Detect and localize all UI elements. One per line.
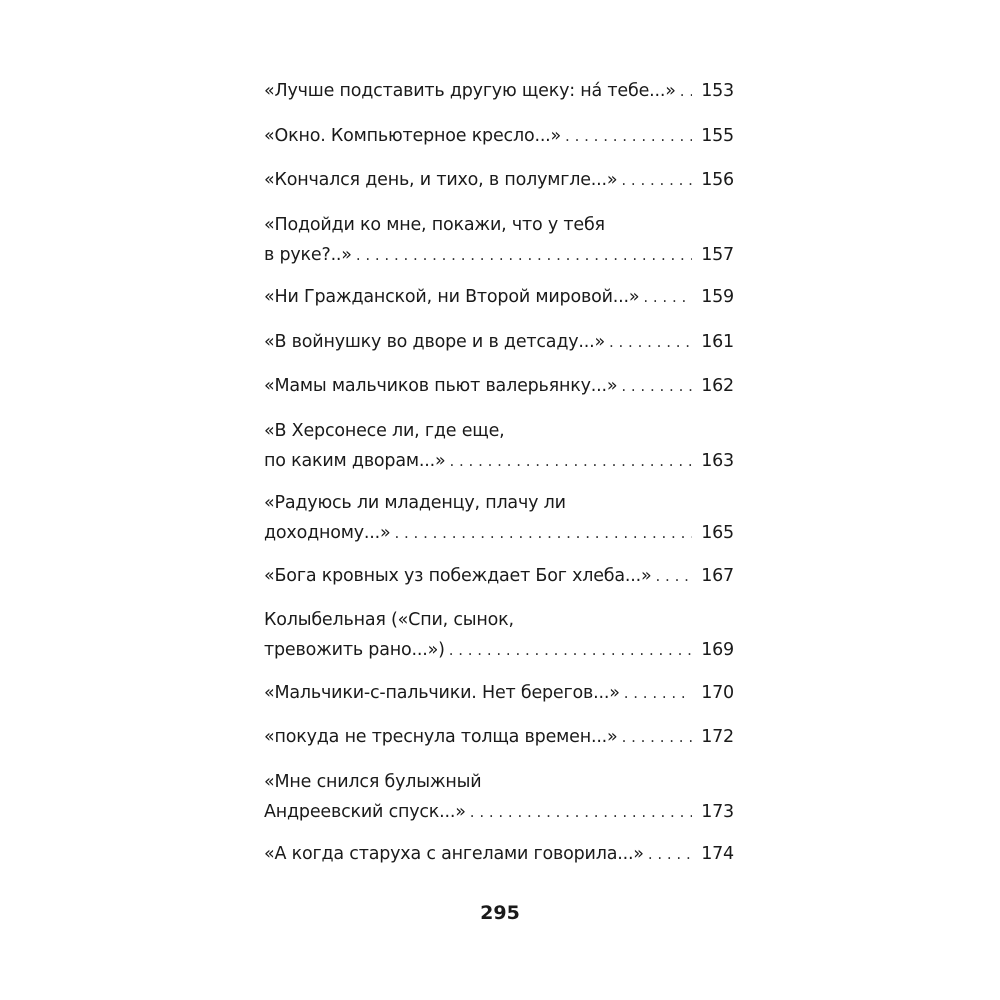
leader-dots	[621, 371, 692, 401]
toc-entry-page: 173	[701, 801, 734, 822]
leader-dots	[622, 722, 692, 752]
leader-dots	[356, 240, 692, 270]
toc-entry-title: «покуда не треснула толща времен...»	[264, 727, 618, 747]
toc-entry	[264, 282, 734, 312]
toc-entry-page: 174	[701, 844, 734, 864]
toc-entry	[264, 767, 734, 827]
toc-entry-page: 153	[701, 81, 734, 101]
toc-entry-title-line1: «Мне снился булыжный	[264, 771, 482, 792]
toc-entry-page: 172	[701, 727, 734, 747]
page-number: 295	[480, 902, 520, 924]
leader-dots	[609, 327, 692, 357]
toc-entry-title-line2: Андреевский спуск...»	[264, 801, 466, 822]
toc-entry-title-line2: в руке?..»	[264, 244, 352, 265]
toc-entry-title: «Окно. Компьютерное кресло...»	[264, 125, 562, 146]
leader-dots	[470, 797, 692, 827]
toc-entry-page: 155	[701, 125, 734, 146]
leader-dots	[449, 635, 692, 665]
leader-dots	[449, 446, 692, 476]
toc-entry-title: «Кончался день, и тихо, в полумгле...»	[264, 170, 618, 190]
toc-entry-page: 163	[701, 450, 734, 471]
toc-entry-title: «Ни Гражданской, ни Второй мировой...»	[264, 287, 640, 307]
toc-entry	[264, 371, 734, 401]
toc-entry	[264, 165, 734, 195]
toc-entry-title: «Мальчики-с-пальчики. Нет берегов...»	[264, 682, 620, 703]
toc-entry-title-line2: доходному...»	[264, 523, 391, 543]
toc-entry-page: 159	[701, 287, 734, 307]
toc-entry-page: 165	[701, 523, 734, 543]
toc-entry-page: 156	[701, 170, 734, 190]
leader-dots	[624, 678, 692, 708]
toc-entry	[264, 722, 734, 752]
toc-entry	[264, 327, 734, 357]
leader-dots	[394, 518, 692, 548]
toc-entry-title-line1: «Радуюсь ли младенцу, плачу ли	[264, 493, 566, 513]
leader-dots	[643, 282, 692, 312]
toc-entry-title: «Мамы мальчиков пьют валерьянку...»	[264, 376, 618, 396]
toc-entry-page: 157	[701, 244, 734, 265]
toc-entry	[264, 839, 734, 869]
toc-entry	[264, 678, 734, 708]
toc-entry-title: «В войнушку во дворе и в детсаду...»	[264, 331, 605, 352]
toc-entry-title: «Лучше подставить другую щеку: на́ тебе...»	[264, 81, 676, 101]
toc-entry-title-line1: «Подойди ко мне, покажи, что у тебя	[264, 214, 605, 235]
leader-dots	[656, 561, 692, 591]
toc-entry	[264, 121, 734, 151]
toc-entry	[264, 416, 734, 476]
toc-entry	[264, 210, 734, 270]
toc-entry-title: «Бога кровных уз побеждает Бог хлеба...»	[264, 565, 652, 586]
toc-entry-page: 167	[701, 565, 734, 586]
leader-dots	[621, 165, 692, 195]
toc-entry-page: 162	[701, 376, 734, 396]
table-of-contents	[264, 76, 734, 884]
toc-entry-title-line2: тревожить рано...»)	[264, 640, 445, 660]
toc-entry	[264, 76, 734, 106]
toc-entry	[264, 488, 734, 548]
toc-entry-page: 161	[701, 331, 734, 352]
leader-dots	[680, 76, 692, 106]
toc-entry	[264, 561, 734, 591]
leader-dots	[565, 121, 692, 151]
toc-entry-page: 170	[701, 682, 734, 703]
toc-entry-title-line2: по каким дворам...»	[264, 450, 446, 471]
leader-dots	[648, 839, 692, 869]
toc-entry-title-line1: «В Херсонесе ли, где еще,	[264, 420, 505, 441]
toc-entry-page: 169	[701, 640, 734, 660]
toc-entry-title-line1: Колыбельная («Спи, сынок,	[264, 610, 514, 630]
toc-entry	[264, 605, 734, 665]
toc-entry-title: «А когда старуха с ангелами говорила...»	[264, 844, 644, 864]
